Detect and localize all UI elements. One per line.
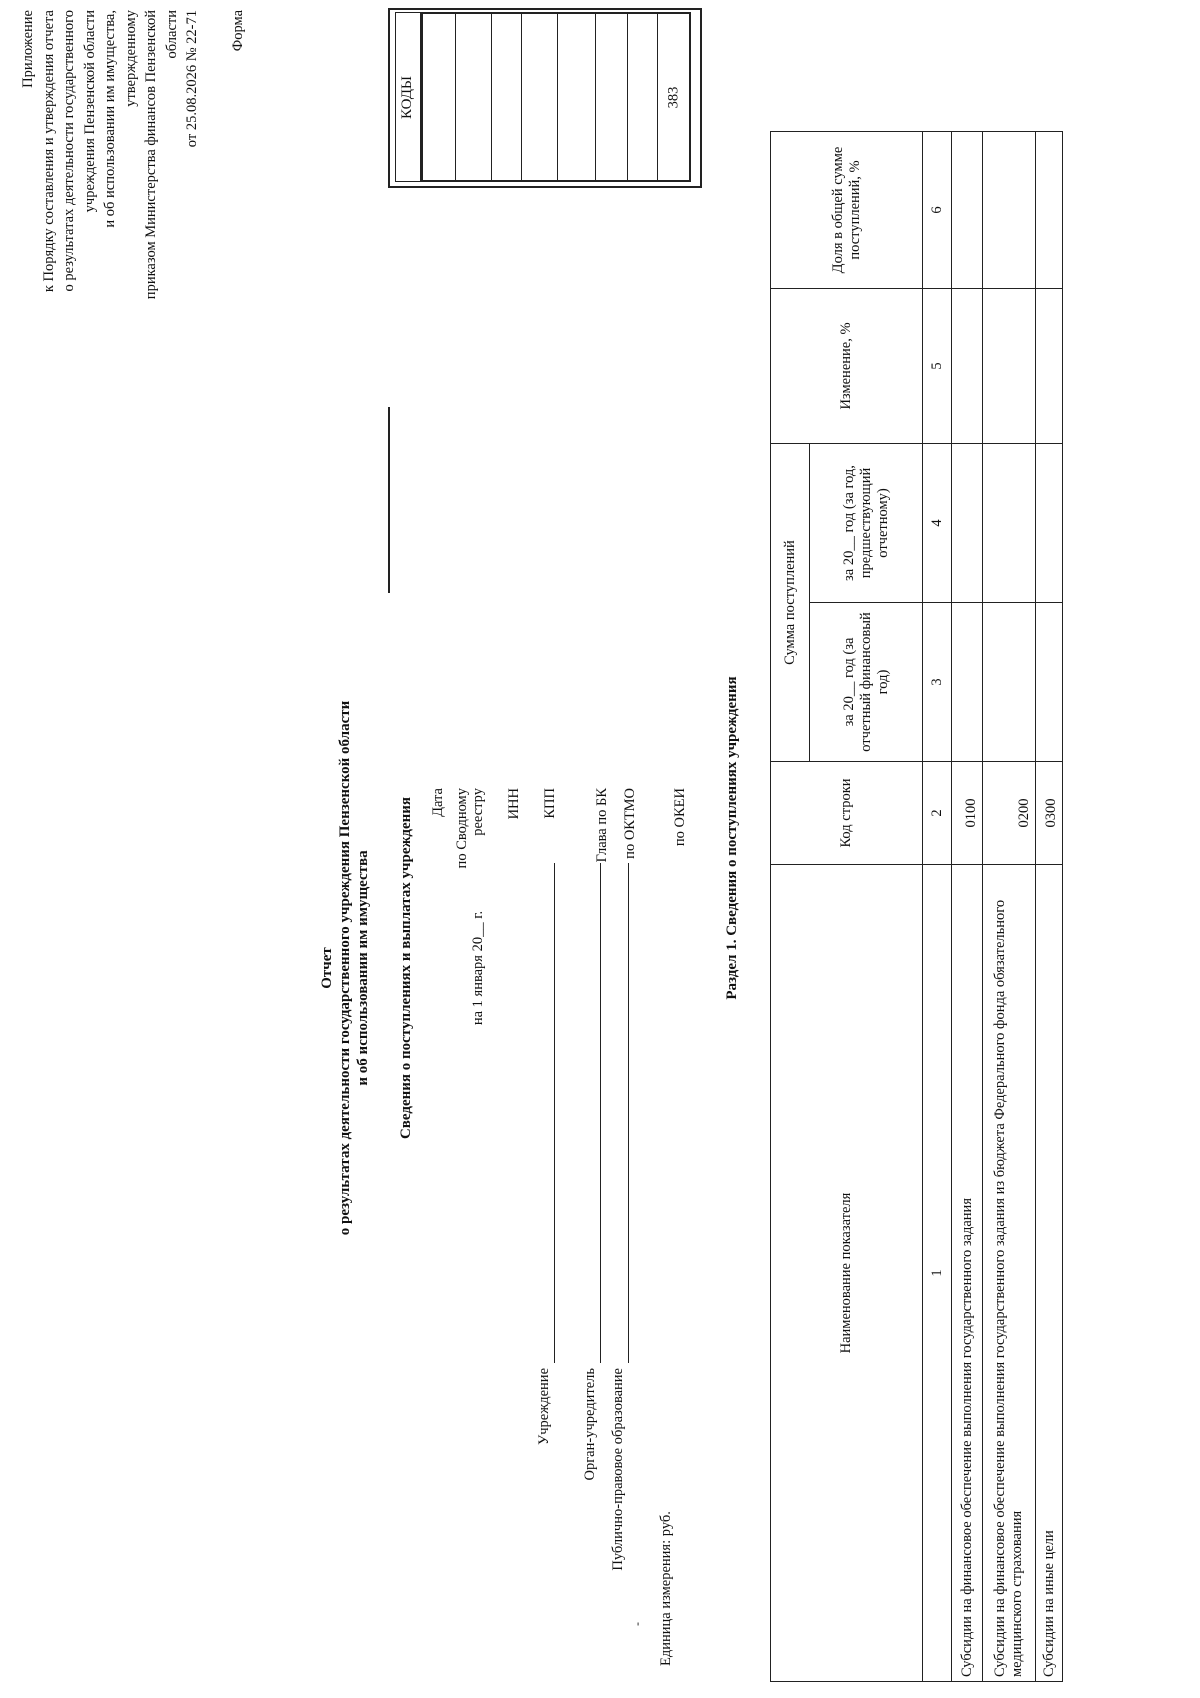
cell-share[interactable] (952, 132, 983, 289)
cell-share[interactable] (1036, 132, 1063, 289)
column-number: 2 (923, 762, 952, 865)
column-number: 1 (923, 865, 952, 1682)
header-sum-current: за 20__ год (за отчетный финансовый год) (810, 603, 923, 762)
report-date: на 1 января 20__ г. (470, 910, 486, 1026)
row-name: Субсидии на финансовое обеспечение выполнения государственного задания (952, 865, 983, 1682)
receipts-table (770, 131, 1063, 1682)
header-sum-group: Сумма поступлений (771, 444, 810, 762)
institution-field[interactable] (554, 863, 555, 1363)
column-number: 4 (923, 444, 952, 603)
form-label: Форма (230, 10, 246, 52)
cell-sum-current[interactable] (983, 603, 1036, 762)
code-label-date: Дата (430, 788, 446, 817)
appendix-line: от 25.08.2026 № 22-71 (184, 10, 200, 148)
cell-change[interactable] (1036, 289, 1063, 444)
appendix-line: и об использовании им имущества, утвержденному (102, 10, 139, 228)
row-code: 0300 (1036, 762, 1063, 865)
institution-label: Учреждение (536, 1368, 552, 1446)
appendix-line: учреждения Пензенской области (81, 10, 98, 213)
cell-share[interactable] (983, 132, 1036, 289)
code-label-oktmo: по ОКТМО (622, 788, 638, 859)
header-sum-previous: за 20__ год (за год, предшествующий отчетному) (810, 444, 923, 603)
codes-header: КОДЫ (399, 75, 416, 119)
code-label-inn: ИНН (506, 788, 522, 820)
codes-panel (395, 12, 691, 182)
founder-field[interactable] (600, 863, 601, 1363)
cell-change[interactable] (952, 289, 983, 444)
appendix-line: Приложение (20, 10, 36, 88)
cell-change[interactable] (983, 289, 1036, 444)
code-label-bk: Глава по БК (594, 788, 610, 863)
codes-column (388, 407, 390, 593)
table-row (1036, 132, 1063, 1682)
code-value-okei: 383 (665, 86, 682, 108)
report-title-line: и об использовании им имущества (355, 850, 371, 1086)
column-number: 6 (923, 132, 952, 289)
appendix-note (18, 10, 203, 320)
code-label-okei: по ОКЕИ (672, 788, 688, 847)
cell-sum-previous[interactable] (952, 444, 983, 603)
report-title (318, 568, 372, 1368)
municipality-label: Публично-правовое образование (610, 1368, 626, 1571)
code-label-registry: по Сводному реестру (454, 788, 486, 869)
section-title: Раздел 1. Сведения о поступлениях учреждения (724, 676, 740, 1000)
header-change: Изменение, % (771, 289, 923, 444)
appendix-line: приказом Министерства финансов Пензенской области (143, 10, 180, 300)
header-share: Доля в общей сумме поступлений, % (771, 132, 923, 289)
founder-label: Орган-учредитель (582, 1368, 598, 1481)
appendix-line: к Порядку составления и утверждения отчета (40, 10, 57, 293)
report-subtitle: Сведения о поступлениях и выплатах учреждения (398, 796, 414, 1140)
column-number: 5 (923, 289, 952, 444)
unit-label: Единица измерения: руб. (658, 1511, 674, 1666)
row-code: 0200 (983, 762, 1036, 865)
table-row (983, 132, 1036, 1682)
appendix-line: о результатах деятельности государственного (61, 10, 77, 292)
cell-sum-previous[interactable] (983, 444, 1036, 603)
row-name: Субсидии на иные цели (1036, 865, 1063, 1682)
municipality-field[interactable] (628, 863, 629, 1363)
row-code: 0100 (952, 762, 983, 865)
report-title-line: о результатах деятельности государственного учреждения Пензенской области (337, 700, 353, 1236)
header-code: Код строки (771, 762, 923, 865)
cell-sum-current[interactable] (1036, 603, 1063, 762)
code-label-kpp: КПП (542, 788, 558, 819)
report-title-line: Отчет (319, 947, 335, 989)
cell-sum-previous[interactable] (1036, 444, 1063, 603)
column-number: 3 (923, 603, 952, 762)
dash-mark: - (630, 1622, 644, 1626)
table-row (952, 132, 983, 1682)
cell-sum-current[interactable] (952, 603, 983, 762)
row-name: Субсидии на финансовое обеспечение выполнения государственного задания из бюджета Федерального фонда обязательного медицинского страхования (983, 865, 1036, 1682)
header-name: Наименование показателя (771, 865, 923, 1682)
